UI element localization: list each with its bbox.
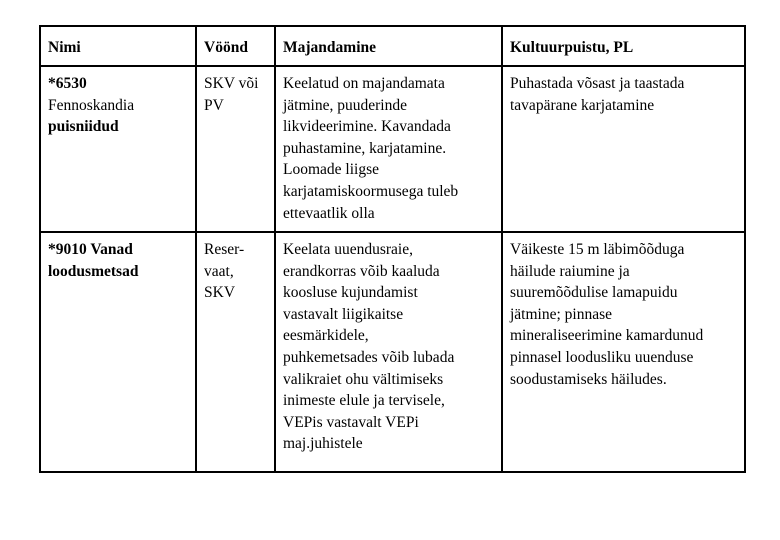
pl-line: tavapärane karjatamine [510,96,655,114]
pl-line: pinnasel loodusliku uuenduse [510,348,694,366]
table-row [40,66,745,232]
name-line: puisniidud [48,118,119,136]
cell-cultural-forest [502,232,745,472]
management-line: maj.juhistele [283,435,363,453]
zone-line: SKV [204,284,236,302]
cell-management [275,232,502,472]
management-line: eesmärkidele, [283,327,369,345]
management-line: Loomade liigse [283,161,379,179]
name-line: *9010 Vanad [48,241,133,258]
management-line: jätmine, puuderinde [283,96,407,114]
management-line: valikraiet ohu vältimiseks [283,370,444,388]
management-line: puhkemetsades võib lubada [283,348,455,366]
pl-line: Puhastada võsast ja taastada [510,75,685,92]
header-management: Majandamine [275,26,502,66]
cell-zone [196,66,275,232]
pl-line: mineraliseerimine kamardunud [510,327,704,345]
management-line: vastavalt liigikaitse [283,305,404,323]
header-name: Nimi [40,26,196,66]
cell-zone [196,232,275,472]
name-line: loodusmetsad [48,262,139,280]
header-cultural-forest: Kultuurpuistu, PL [502,26,745,66]
cell-habitat-name [40,66,196,232]
header-zone: Vöönd [196,26,275,66]
table-header-row [40,26,745,66]
habitat-management-table [39,25,746,473]
zone-line: vaat, [204,262,234,280]
zone-line: PV [204,96,224,114]
management-line: VEPis vastavalt VEPi [283,413,419,431]
management-line: Keelatud on majandamata [283,75,445,92]
table-row [40,232,745,472]
management-line: erandkorras võib kaaluda [283,262,440,280]
management-line: Keelata uuendusraie, [283,241,413,258]
name-line: *6530 [48,75,87,92]
management-line: likvideerimine. Kavandada [283,118,451,136]
pl-line: häilude raiumine ja [510,262,630,280]
zone-line: SKV või [204,75,259,92]
zone-line: Reser- [204,241,245,258]
pl-line: Väikeste 15 m läbimõõduga [510,241,685,258]
cell-cultural-forest [502,66,745,232]
management-line: ettevaatlik olla [283,204,375,222]
name-line: Fennoskandia [48,96,135,114]
pl-line: suuremõõdulise lamapuidu [510,284,678,302]
pl-line: soodustamiseks häiludes. [510,370,667,388]
management-line: koosluse kujundamist [283,284,418,302]
cell-management [275,66,502,232]
management-line: inimeste elule ja tervisele, [283,392,445,410]
management-line: puhastamine, karjatamine. [283,139,447,157]
cell-habitat-name [40,232,196,472]
pl-line: jätmine; pinnase [510,305,613,323]
management-line: karjatamiskoormusega tuleb [283,182,459,200]
